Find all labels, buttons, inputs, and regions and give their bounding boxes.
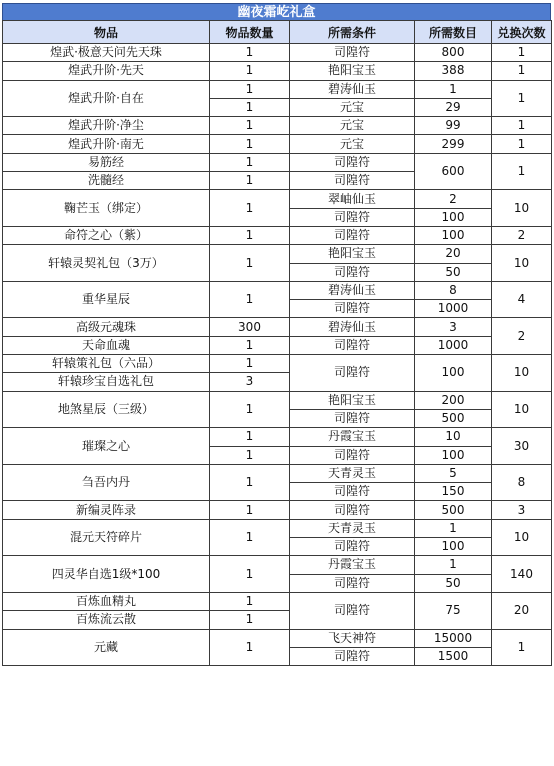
exchange-times: 1 [492,80,552,117]
item-quantity: 3 [210,373,290,391]
exchange-times: 10 [492,190,552,227]
header-quantity: 物品数量 [210,21,290,44]
exchange-times: 8 [492,464,552,501]
required-amount: 1 [415,80,492,98]
item-quantity: 1 [210,446,290,464]
item-name: 新编灵阵录 [3,501,210,519]
requirement: 元宝 [290,135,415,153]
item-quantity: 1 [210,519,290,556]
table-row [3,428,552,446]
requirement: 司隍符 [290,355,415,392]
exchange-times: 1 [492,44,552,62]
required-amount: 100 [415,355,492,392]
exchange-times: 20 [492,592,552,629]
table-row [3,501,552,519]
required-amount: 1000 [415,300,492,318]
item-name: 天命血魂 [3,336,210,354]
required-amount: 1500 [415,647,492,665]
required-amount: 500 [415,501,492,519]
table-row [3,519,552,537]
table-row [3,135,552,153]
item-quantity: 1 [210,172,290,190]
required-amount: 1 [415,519,492,537]
required-amount: 500 [415,409,492,427]
required-amount: 50 [415,574,492,592]
requirement: 司隍符 [290,153,415,171]
item-name: 重华星辰 [3,281,210,318]
item-quantity: 1 [210,611,290,629]
requirement: 司隍符 [290,501,415,519]
required-amount: 1 [415,556,492,574]
required-amount: 3 [415,318,492,336]
item-quantity: 1 [210,355,290,373]
requirement: 司隍符 [290,446,415,464]
table-row [3,80,552,98]
item-name: 轩辕灵契礼包（3万） [3,245,210,282]
required-amount: 50 [415,263,492,281]
item-quantity: 1 [210,117,290,135]
exchange-times: 1 [492,153,552,190]
requirement: 碧涛仙玉 [290,80,415,98]
requirement: 艳阳宝玉 [290,245,415,263]
item-name: 璀璨之心 [3,428,210,465]
required-amount: 29 [415,98,492,116]
required-amount: 100 [415,446,492,464]
exchange-times: 2 [492,318,552,355]
item-name: 地煞星辰（三级） [3,391,210,428]
item-name: 煌武升阶·南无 [3,135,210,153]
required-amount: 15000 [415,629,492,647]
required-amount: 299 [415,135,492,153]
item-name: 四灵华自选1级*100 [3,556,210,593]
requirement: 司隍符 [290,647,415,665]
exchange-times: 1 [492,135,552,153]
item-quantity: 1 [210,428,290,446]
requirement: 天青灵玉 [290,519,415,537]
table-row [3,556,552,574]
requirement: 司隍符 [290,336,415,354]
requirement: 司隍符 [290,263,415,281]
header-row [3,21,552,44]
item-quantity: 1 [210,281,290,318]
item-name: 百炼流云散 [3,611,210,629]
requirement: 天青灵玉 [290,464,415,482]
required-amount: 100 [415,226,492,244]
table-row [3,464,552,482]
item-quantity: 1 [210,556,290,593]
required-amount: 10 [415,428,492,446]
required-amount: 600 [415,153,492,190]
required-amount: 20 [415,245,492,263]
exchange-table [2,20,552,666]
item-quantity: 1 [210,245,290,282]
requirement: 司隍符 [290,172,415,190]
requirement: 碧涛仙玉 [290,281,415,299]
table-row [3,226,552,244]
item-name: 洗髓经 [3,172,210,190]
item-quantity: 1 [210,153,290,171]
requirement: 元宝 [290,117,415,135]
item-name: 轩辕策礼包（六品） [3,355,210,373]
requirement: 司隍符 [290,574,415,592]
table-row [3,318,552,336]
item-name: 命符之心（紫） [3,226,210,244]
header-requirement: 所需条件 [290,21,415,44]
required-amount: 99 [415,117,492,135]
header-exchange-times: 兑换次数 [492,21,552,44]
requirement: 司隍符 [290,483,415,501]
exchange-times: 10 [492,355,552,392]
item-name: 轩辕珍宝自选礼包 [3,373,210,391]
required-amount: 388 [415,62,492,80]
item-name: 鞠芒玉（绑定） [3,190,210,227]
item-quantity: 1 [210,62,290,80]
table-row [3,355,552,373]
item-name: 煌武·极意天问先天珠 [3,44,210,62]
requirement: 司隍符 [290,208,415,226]
item-quantity: 1 [210,629,290,666]
table-row [3,391,552,409]
item-name: 高级元魂珠 [3,318,210,336]
item-name: 煌武升阶·自在 [3,80,210,117]
required-amount: 5 [415,464,492,482]
exchange-times: 30 [492,428,552,465]
item-quantity: 300 [210,318,290,336]
required-amount: 800 [415,44,492,62]
item-name: 易筋经 [3,153,210,171]
header-amount: 所需数目 [415,21,492,44]
item-quantity: 1 [210,592,290,610]
item-quantity: 1 [210,336,290,354]
item-name: 混元天符碎片 [3,519,210,556]
item-quantity: 1 [210,501,290,519]
table-row [3,245,552,263]
item-quantity: 1 [210,391,290,428]
table-row [3,336,552,354]
requirement: 司隍符 [290,409,415,427]
item-quantity: 1 [210,190,290,227]
item-quantity: 1 [210,80,290,98]
requirement: 碧涛仙玉 [290,318,415,336]
table-row [3,62,552,80]
item-quantity: 1 [210,98,290,116]
exchange-times: 1 [492,62,552,80]
exchange-times: 1 [492,629,552,666]
table-row [3,44,552,62]
exchange-times: 3 [492,501,552,519]
required-amount: 100 [415,538,492,556]
item-quantity: 1 [210,44,290,62]
exchange-times: 10 [492,245,552,282]
required-amount: 2 [415,190,492,208]
item-name: 煌武升阶·先天 [3,62,210,80]
requirement: 艳阳宝玉 [290,62,415,80]
requirement: 司隍符 [290,592,415,629]
item-name: 煌武升阶·净尘 [3,117,210,135]
exchange-times: 140 [492,556,552,593]
required-amount: 75 [415,592,492,629]
required-amount: 1000 [415,336,492,354]
requirement: 翠岫仙玉 [290,190,415,208]
item-name: 元藏 [3,629,210,666]
requirement: 司隍符 [290,226,415,244]
table-row [3,153,552,171]
gift-box-table-container [2,3,551,666]
item-quantity: 1 [210,135,290,153]
requirement: 元宝 [290,98,415,116]
item-quantity: 1 [210,464,290,501]
exchange-times: 10 [492,391,552,428]
table-title: 幽夜霜屹礼盒 [2,3,551,20]
required-amount: 200 [415,391,492,409]
table-row [3,117,552,135]
requirement: 飞天神符 [290,629,415,647]
exchange-times: 10 [492,519,552,556]
item-name: 刍吾内丹 [3,464,210,501]
requirement: 司隍符 [290,538,415,556]
requirement: 司隍符 [290,44,415,62]
requirement: 艳阳宝玉 [290,391,415,409]
header-item: 物品 [3,21,210,44]
table-row [3,190,552,208]
exchange-times: 2 [492,226,552,244]
required-amount: 8 [415,281,492,299]
item-quantity: 1 [210,226,290,244]
item-name: 百炼血精丸 [3,592,210,610]
requirement: 丹霞宝玉 [290,556,415,574]
requirement: 司隍符 [290,300,415,318]
exchange-times: 4 [492,281,552,318]
table-row [3,629,552,647]
table-row [3,281,552,299]
exchange-times: 1 [492,117,552,135]
table-row [3,592,552,610]
required-amount: 150 [415,483,492,501]
required-amount: 100 [415,208,492,226]
requirement: 丹霞宝玉 [290,428,415,446]
